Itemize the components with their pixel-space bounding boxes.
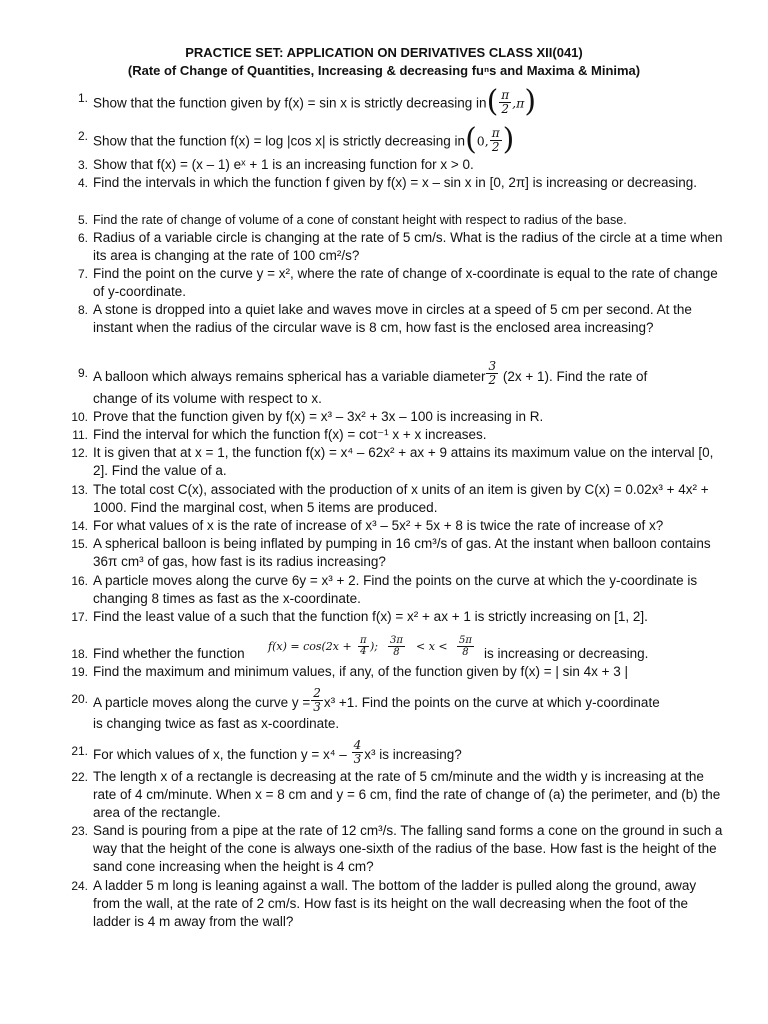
- question-number: 13.: [71, 483, 88, 497]
- question-text: Find the least value of a such that the function f(x) = x² + ax + 1 is strictly increasing on [1, 2].: [93, 609, 648, 624]
- question-text-end: is increasing or decreasing.: [484, 646, 649, 661]
- question-text: Sand is pouring from a pipe at the rate of 12 cm³/s. The falling sand forms a cone on the ground in such a way that the height of the cone is always one-sixth of the radius of the base. How fast is the height of the sand cone increasing when the height is 4 cm?: [93, 823, 723, 874]
- question-number: 2.: [77, 129, 88, 143]
- question-text: A balloon which always remains spherical has a variable diameter $\frac{3}{2}$ (2x + 1). Find the rate of: [93, 359, 648, 387]
- question-text: For what values of x is the rate of increase of x³ – 5x² + 5x + 8 is twice the rate of increase of x?: [93, 518, 664, 533]
- question-text: Show that the function given by f(x) = sin x is strictly decreasing in( $\frac{\pi}{2}$ ,π): [93, 84, 537, 119]
- question-number: 1.: [77, 91, 88, 105]
- question-text: Find the intervals in which the function f given by f(x) = x – sin x in [0, 2π] is increasing or decreasing.: [93, 175, 697, 190]
- question-number: 14.: [71, 519, 88, 533]
- question-text: change of its volume with respect to x.: [93, 391, 322, 406]
- question-text: The length x of a rectangle is decreasing at the rate of 5 cm/minute and the width y is increasing at the rate of 4 cm/minute. When x = 8 cm and y = 6 cm, find the rate of change of (a) the perimeter, and (b) the area of the rectangle.: [93, 769, 721, 820]
- four-thirds: $\frac{4}{3}$: [353, 738, 362, 766]
- question-text: Radius of a variable circle is changing at the rate of 5 cm/s. What is the radius of the circle at a time when its area is changing at the rate of 100 cm²/s?: [93, 230, 723, 263]
- cosine-function-formula: f(x) = cos(2x + $\frac{\pi}{4}$ ); $\frac{3\pi}{8}$ < x < $\frac{5\pi}{8}$: [268, 635, 472, 658]
- question-number: 9.: [77, 366, 88, 380]
- two-thirds: $\frac{2}{3}$: [313, 686, 321, 714]
- question-number: 4.: [77, 176, 88, 190]
- pi-over-2: $\frac{\pi}{2}$: [501, 87, 510, 116]
- question-number: 7.: [77, 267, 88, 281]
- question-number: 12.: [71, 446, 88, 460]
- question-number: 15.: [71, 537, 88, 551]
- worksheet-subtitle: (Rate of Change of Quantities, Increasing & decreasing fuⁿs and Maxima & Minima): [127, 63, 641, 78]
- pi-over-2: $\frac{\pi}{2}$: [491, 125, 500, 154]
- question-text: A particle moves along the curve 6y = x³ + 2. Find the points on the curve at which the y-coordinate is changing 8 times as fast as the x-coordinate.: [93, 573, 698, 606]
- question-text: A spherical balloon is being inflated by pumping in 16 cm³/s of gas. At the instant when balloon contains 36π cm³ of gas, how fast is its radius increasing?: [93, 536, 711, 569]
- question-number: 23.: [71, 824, 88, 838]
- question-number: 17.: [71, 610, 88, 624]
- question-text: Prove that the function given by f(x) = x³ – 3x² + 3x – 100 is increasing in R.: [93, 409, 544, 424]
- question-text: Find the interval for which the function f(x) = cot⁻¹ x + x increases.: [93, 427, 487, 442]
- three-halves: $\frac{3}{2}$: [488, 359, 497, 387]
- question-number: 20.: [71, 692, 88, 706]
- question-number: 16.: [71, 574, 88, 588]
- question-text: It is given that at x = 1, the function f(x) = x⁴ – 62x² + ax + 9 attains its maximum value on the interval [0, 2]. Find the value of a.: [93, 445, 714, 478]
- question-text: Find the rate of change of volume of a cone of constant height with respect to radius of the base.: [93, 213, 627, 227]
- question-text: Show that the function f(x) = log |cos x| is strictly decreasing in(0, $\frac{\pi}{2}$ ): [93, 122, 515, 157]
- question-text: is changing twice as fast as x-coordinate.: [93, 716, 340, 731]
- question-number: 19.: [71, 665, 88, 679]
- question-text: For which values of x, the function y = x⁴ – $\frac{4}{3}$ x³ is increasing?: [93, 738, 462, 766]
- question-text: Find the maximum and minimum values, if any, of the function given by f(x) = | sin 4x + 3 |: [93, 664, 628, 679]
- question-number: 24.: [71, 879, 88, 893]
- question-number: 10.: [71, 410, 88, 424]
- question-text: The total cost C(x), associated with the production of x units of an item is given by C(x) = 0.02x³ + 4x² + 1000. Find the marginal cost, when 5 items are produced.: [93, 482, 709, 515]
- question-number: 6.: [77, 231, 88, 245]
- question-text: Show that f(x) = (x – 1) eˣ + 1 is an increasing function for x > 0.: [93, 157, 474, 172]
- question-number: 18.: [71, 647, 88, 661]
- question-number: 8.: [77, 303, 88, 317]
- worksheet-title: PRACTICE SET: APPLICATION ON DERIVATIVES CLASS XII(041): [185, 45, 583, 60]
- question-number: 3.: [77, 158, 88, 172]
- question-number: 5.: [77, 213, 88, 227]
- question-number: 22.: [71, 770, 88, 784]
- question-text: Find the point on the curve y = x², where the rate of change of x-coordinate is equal to the rate of change of y-coordinate.: [93, 266, 718, 299]
- question-text: A stone is dropped into a quiet lake and waves move in circles at a speed of 5 cm per second. At the instant when the radius of the circular wave is 8 cm, how fast is the enclosed area increasing?: [93, 302, 692, 335]
- question-text: A ladder 5 m long is leaning against a wall. The bottom of the ladder is pulled along the ground, away from the wall, at the rate of 2 cm/s. How fast is its height on the wall decreasing when the foot of the ladder is 4 m away from the wall?: [93, 878, 697, 929]
- question-text: A particle moves along the curve y = $\frac{2}{3}$ x³ +1. Find the points on the curve at which y-coordinate: [93, 686, 660, 714]
- question-number: 11.: [72, 428, 88, 442]
- question-text: Find whether the function: [93, 646, 245, 661]
- question-number: 21.: [71, 744, 88, 758]
